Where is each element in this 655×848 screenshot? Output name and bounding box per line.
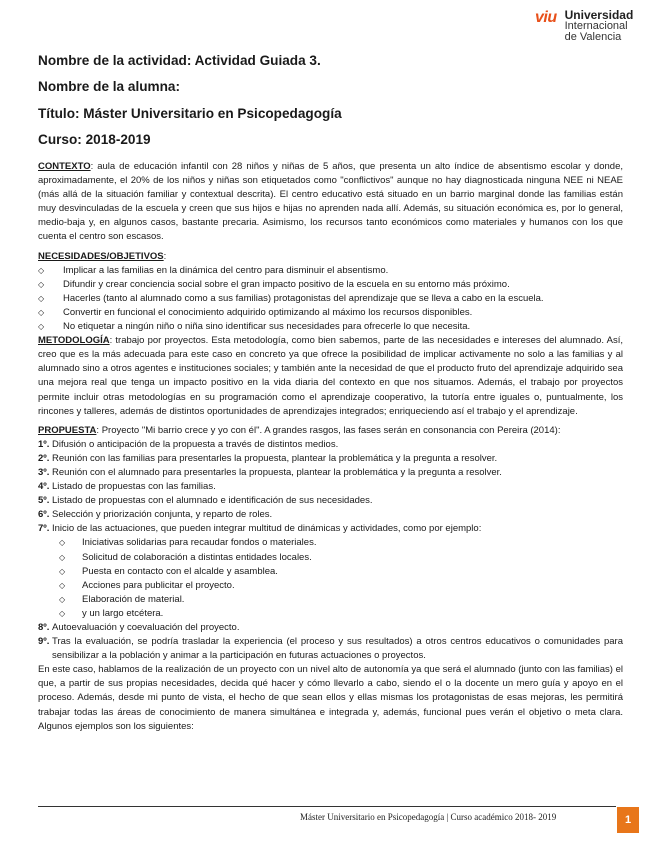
step-number: 4º. [38,481,50,493]
university-logo [535,10,633,43]
activity-name: Nombre de la actividad: Actividad Guiada 3. [38,53,321,68]
step-text: Tras la evaluación, se podría trasladar la experiencia (el proceso y sus resultados) a otros centros educativos o comunidades para sensibilizar a la población y animar a la participación en futuras actuaciones o proyectos. [52,636,623,662]
list-item [38,438,623,452]
step-text: Reunión con el alumnado para presentarles la propuesta, plantear la problemática y la pregunta a resolver. [52,466,502,478]
proposal-intro [38,424,623,438]
closing-paragraph: En este caso, hablamos de la realización de un proyecto con un nivel alto de autonomía ya que será el alumnado (junto con las familias) el que, a partir de sus propias necesidades, decida qué hacer y cómo llevarlo a cabo, siendo el o la docente un mero guía y apoyo en el proceso. Además, desde mi punto de vista, el hecho de que sean ellos y ellas mismas los protagonistas de esas mejoras, les permitirá trabajar todas las áreas de conocimiento de manera simultánea e integrada y, además, funcional pues verán el objetivo o meta clara. Algunos ejemplos son los siguientes: [38,664,623,732]
list-item: ◇ Solicitud de colaboración a distintas entidades locales. [52,551,623,565]
step-text: Listado de propuestas con las familias. [52,481,216,493]
proposal-section [38,424,623,664]
context-paragraph [38,160,623,245]
footer-divider [38,806,616,807]
list-item: ◇ Acciones para publicitar el proyecto. [52,579,623,593]
logo-mark: viu [535,9,557,26]
step-number: 6º. [38,509,50,521]
methodology-label: METODOLOGÍA [38,335,110,347]
objectives-colon: : [163,250,167,262]
footer-text: Máster Universitario en Psicopedagogía | Curso académico 2018- 2019 [300,812,557,822]
logo-line-1: Universidad [564,8,634,22]
list-item [38,466,623,480]
step-number: 8º. [38,622,50,633]
step-number: 7º. [38,523,50,535]
list-item: ◇ Difundir y crear conciencia social sobre el gran impacto positivo de la escuela en su entorno más próximo. [38,278,623,292]
step-text: Listado de propuestas con el alumnado e identificación de sus necesidades. [52,495,373,507]
objectives-list [38,264,623,334]
list-item [38,635,623,663]
list-item [38,494,623,508]
step-number: 3º. [38,466,50,478]
list-item: ◇ Elaboración de material. [52,593,623,607]
list-item: ◇ Implicar a las familias en la dinámica del centro para disminuir el absentismo. [38,264,623,278]
page-number: 1 [617,807,639,833]
logo-text [565,10,634,43]
list-item: ◇ Convertir en funcional el conocimiento adquirido optimizando al máximo los recursos disponibles. [38,306,623,320]
list-item [38,452,623,466]
list-item [38,621,623,635]
step-number: 1º. [38,438,50,450]
context-label: CONTEXTO [38,161,91,172]
step-text: Reunión con las familias para presentarles la propuesta, plantear la problemática y la pregunta a resolver. [52,452,498,464]
methodology-text: : trabajo por proyectos. Esta metodología, como bien sabemos, parte de las necesidades e intereses del alumnado. Así, creo que es la más adecuada para este caso en concreto ya que ofrece la posibilidad de implicar activamente no solo a las familias y al alumnado sino a otros agentes e instituciones sociales; y también ante la necesidad de que el producto fruto del aprendizaje adquirido sea una mejora real que tenga un impacto positivo en la vida diaria del contexto en que nos situamos. Además, el trabajo por proyectos permite incluir otras metodologías en su programación como el aprendizaje cooperativo, la tutoría entre iguales o, puntualmente, los rincones y talleres, además de distintos oportunidades de aprendizajes integrados; enriqueciendo así el trabajo y el aprendizaje. [38,335,623,417]
logo-line-3: de Valencia [564,31,622,43]
proposal-text: : Proyecto "Mi barrio crece y yo con él". A grandes rasgos, las fases serán en consonancia con Pereira (2014): [96,424,561,436]
step-number: 5º. [38,495,50,507]
objectives-label: NECESIDADES/OBJETIVOS [38,250,164,262]
list-item [38,508,623,522]
list-item: ◇ No etiquetar a ningún niño o niña sino identificar sus necesidades para ofrecerle lo que necesita. [38,320,623,334]
objectives-section [38,250,623,335]
list-item: ◇ Puesta en contacto con el alcalde y asamblea. [52,565,623,579]
step-text: Difusión o anticipación de la propuesta a través de distintos medios. [52,438,339,450]
step-number: 9º. [38,636,50,648]
document-title: Título: Máster Universitario en Psicopedagogía [38,106,342,121]
list-item: ◇ Hacerles (tanto al alumnado como a sus familias) protagonistas del aprendizaje que se lleva a cabo en la escuela. [38,292,623,306]
proposal-steps [38,438,623,664]
list-item [38,522,623,621]
document-body [38,160,623,734]
methodology-paragraph [38,334,623,419]
step-text: Selección y priorización conjunta, y reparto de roles. [52,509,273,521]
proposal-label: PROPUESTA [38,424,97,436]
course-year: Curso: 2018-2019 [38,132,151,147]
list-item [38,480,623,494]
list-item: ◇ Iniciativas solidarias para recaudar fondos o materiales. [52,536,623,550]
logo-line-2: Internacional [564,20,628,32]
student-name: Nombre de la alumna: [38,79,181,94]
list-item: ◇ y un largo etcétera. [52,607,623,621]
step-text: Inicio de las actuaciones, que pueden integrar multitud de dinámicas y actividades, como por ejemplo: [52,523,482,535]
activities-sublist [52,536,623,621]
step-text: Autoevaluación y coevaluación del proyecto. [52,622,240,633]
context-text: : aula de educación infantil con 28 niños y niñas de 5 años, que presenta un alto índice de absentismo escolar y donde, aproximadamente, el 20% de los niños y niñas son etiquetados como "conflictivos" aunque no hay diagnosticada ninguna NEE ni NEAE (más allá de la situación familiar y contextual descrita). El centro educativo está situado en un barrio marginal donde las familias están muy desvinculadas de la escuela y creen que sus hijos e hijas no aprenden nada allí. Además, su situación económica es, por lo general, medio-baja y, en algunos casos, bastante precaria. Asimismo, los recursos tanto económicos como materiales y humanos con los que cuenta el centro son escasos. [38,161,623,243]
step-number: 2º. [38,452,50,464]
